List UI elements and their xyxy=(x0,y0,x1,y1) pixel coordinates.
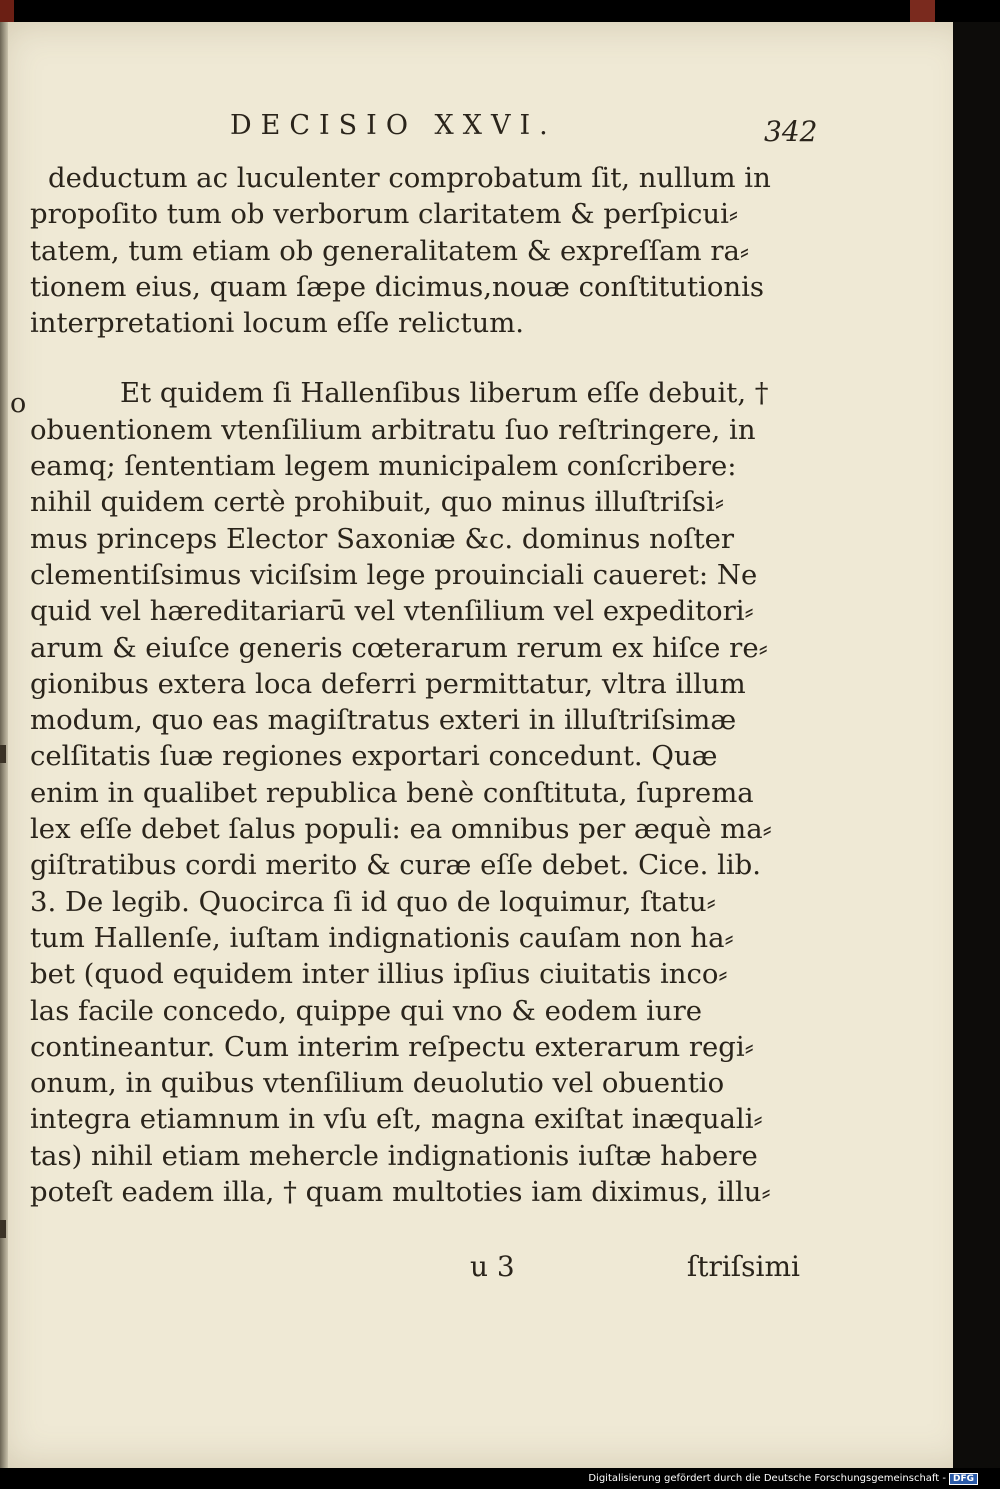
text-line: modum, quo eas magiſtratus exteri in illuſtriſsimæ xyxy=(30,704,737,737)
text-line: giſtratibus cordi merito & curæ eſſe debet. Cice. lib. xyxy=(30,849,762,882)
text-line: onum, in quibus vtenſilium deuolutio vel obuentio xyxy=(30,1067,725,1100)
scan-right-border xyxy=(953,22,1000,1468)
text-line: las facile concedo, quippe qui vno & eodem iure xyxy=(30,994,703,1027)
text-line: clementiſsimus viciſsim lege prouinciali caueret: Ne xyxy=(30,558,758,591)
text-line: 3. De legib. Quocirca ſi id quo de loquimur, ſtatu⸗ xyxy=(30,885,716,918)
margin-mark xyxy=(0,745,6,763)
text-line: enim in qualibet republica benè conſtituta, ſuprema xyxy=(30,776,754,809)
color-swatch-left xyxy=(0,0,14,22)
credit-text: Digitalisierung gefördert durch die Deutsche Forschungsgemeinschaft - xyxy=(588,1473,946,1484)
body-text xyxy=(30,160,820,1210)
text-line: lex eſſe debet ſalus populi: ea omnibus per æquè ma⸗ xyxy=(30,813,772,846)
text-line: integra etiamnum in vſu eſt, magna exiſtat inæquali⸗ xyxy=(30,1103,763,1136)
text-line: eamq; ſententiam legem municipalem conſcribere: xyxy=(30,450,737,483)
text-line: celſitatis ſuæ regiones exportari concedunt. Quæ xyxy=(30,740,718,773)
text-line: mus princeps Elector Saxoniæ &c. dominus noſter xyxy=(30,522,735,555)
text-line: propoſito tum ob verborum claritatem & perſpicui⸗ xyxy=(30,198,739,231)
text-line: Et quidem ſi Hallenſibus liberum eſſe debuit, † xyxy=(120,377,769,410)
page-number: 342 xyxy=(764,115,818,148)
paragraph-gap xyxy=(30,341,820,375)
text-line: interpretationi locum eſſe relictum. xyxy=(30,307,525,340)
text-line: gionibus extera loca deferri permittatur, vltra illum xyxy=(30,667,746,700)
paragraph-2 xyxy=(30,375,820,1210)
paragraph-1 xyxy=(30,160,820,341)
color-swatch-right xyxy=(910,0,935,22)
text-line: arum & eiuſce generis cœterarum rerum ex hiſce re⸗ xyxy=(30,631,768,664)
margin-number: o xyxy=(10,388,27,419)
text-line: deductum ac luculenter comprobatum ſit, nullum in xyxy=(48,162,771,194)
text-line: tas) nihil etiam mehercle indignationis iuſtæ habere xyxy=(30,1139,758,1172)
signature-mark: u 3 xyxy=(470,1250,515,1283)
catchword: ſtriſsimi xyxy=(686,1250,800,1283)
text-line: quid vel hæreditariarū vel vtenſilium vel expeditori⸗ xyxy=(30,595,754,628)
scan-top-border xyxy=(0,0,1000,24)
dfg-logo: DFG xyxy=(949,1473,978,1485)
digitization-credit xyxy=(588,1473,978,1485)
running-head: DECISIO XXVI. xyxy=(230,110,557,141)
text-line: bet (quod equidem inter illius ipſius ciuitatis inco⸗ xyxy=(30,958,728,991)
text-line: obuentionem vtenſilium arbitratu ſuo reſtringere, in xyxy=(30,413,756,446)
text-line: tum Hallenſe, iuſtam indignationis cauſam non ha⸗ xyxy=(30,921,734,954)
text-line: poteſt eadem illa, † quam multoties iam diximus, illu⸗ xyxy=(30,1176,771,1209)
text-line: nihil quidem certè prohibuit, quo minus illuſtriſsi⸗ xyxy=(30,486,724,519)
text-line: tionem eius, quam ſæpe dicimus,nouæ conſtitutionis xyxy=(30,270,765,303)
text-line: contineantur. Cum interim reſpectu exterarum regi⸗ xyxy=(30,1030,754,1063)
text-line: tatem, tum etiam ob generalitatem & expreſſam ra⸗ xyxy=(30,234,750,267)
margin-mark xyxy=(0,1220,6,1238)
